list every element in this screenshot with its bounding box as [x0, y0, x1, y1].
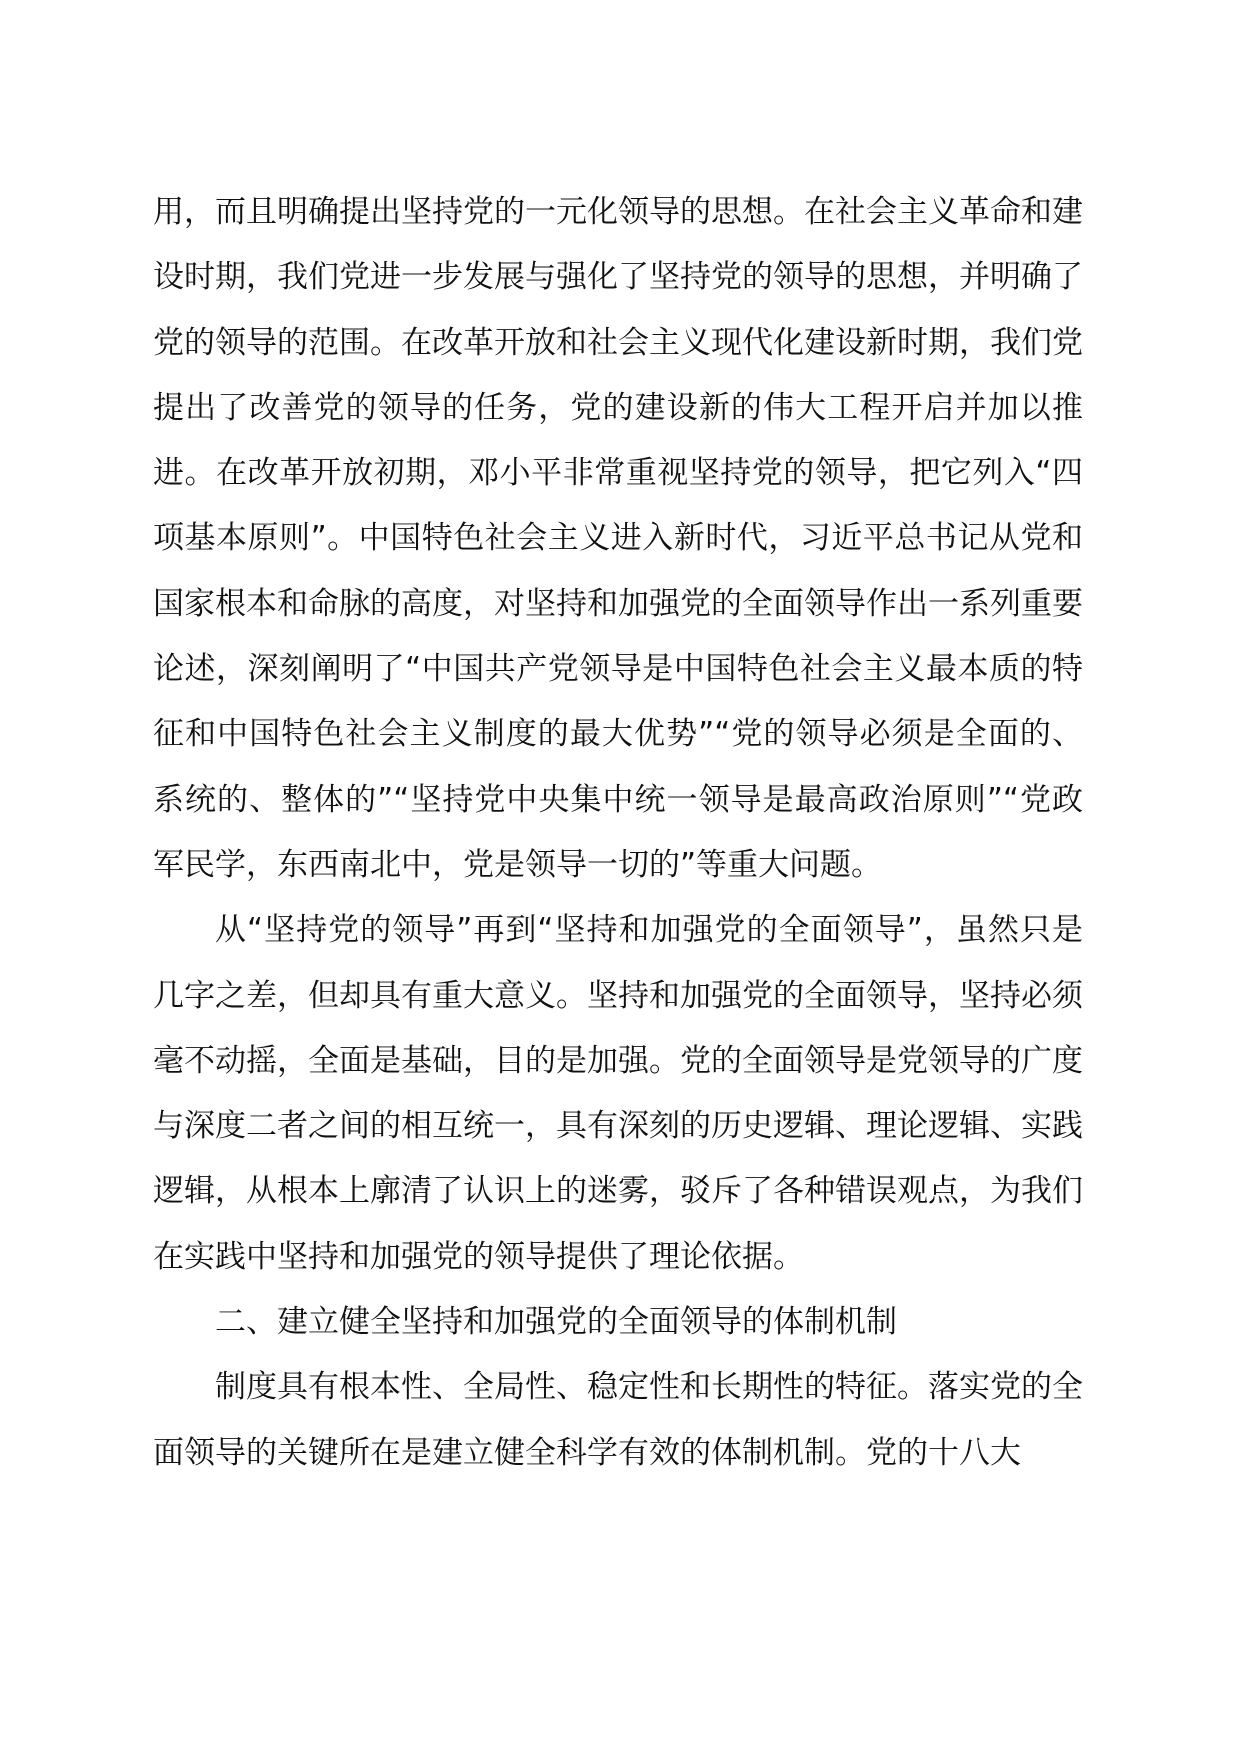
document-body: [153, 180, 1083, 1486]
paragraph-institutions: 制度具有根本性、全局性、稳定性和长期性的特征。落实党的全面领导的关键所在是建立健全科学有效的体制机制。党的十八大: [153, 1369, 1083, 1471]
paragraph-full-leadership: 从“坚持党的领导”再到“坚持和加强党的全面领导”，虽然只是几字之差，但却具有重大意义。坚持和加强党的全面领导，坚持必须毫不动摇，全面是基础，目的是加强。党的全面领导是党领导的广度与深度二者之间的相互统一，具有深刻的历史逻辑、理论逻辑、实践逻辑，从根本上廓清了认识上的迷雾，驳斥了各种错误观点，为我们在实践中坚持和加强党的领导提供了理论依据。: [153, 912, 1083, 1275]
paragraph-continuation: 用，而且明确提出坚持党的一元化领导的思想。在社会主义革命和建设时期，我们党进一步发展与强化了坚持党的领导的思想，并明确了党的领导的范围。在改革开放和社会主义现代化建设新时期，我们党提出了改善党的领导的任务，党的建设新的伟大工程开启并加以推进。在改革开放初期，邓小平非常重视坚持党的领导，把它列入“四项基本原则”。中国特色社会主义进入新时代，习近平总书记从党和国家根本和命脉的高度，对坚持和加强党的全面领导作出一系列重要论述，深刻阐明了“中国共产党领导是中国特色社会主义最本质的特征和中国特色社会主义制度的最大优势”“党的领导必须是全面的、系统的、整体的”“坚持党中央集中统一领导是最高政治原则”“党政军民学，东西南北中，党是领导一切的”等重大问题。: [153, 194, 1083, 883]
section-heading: 二、建立健全坚持和加强党的全面领导的体制机制: [215, 1304, 897, 1341]
